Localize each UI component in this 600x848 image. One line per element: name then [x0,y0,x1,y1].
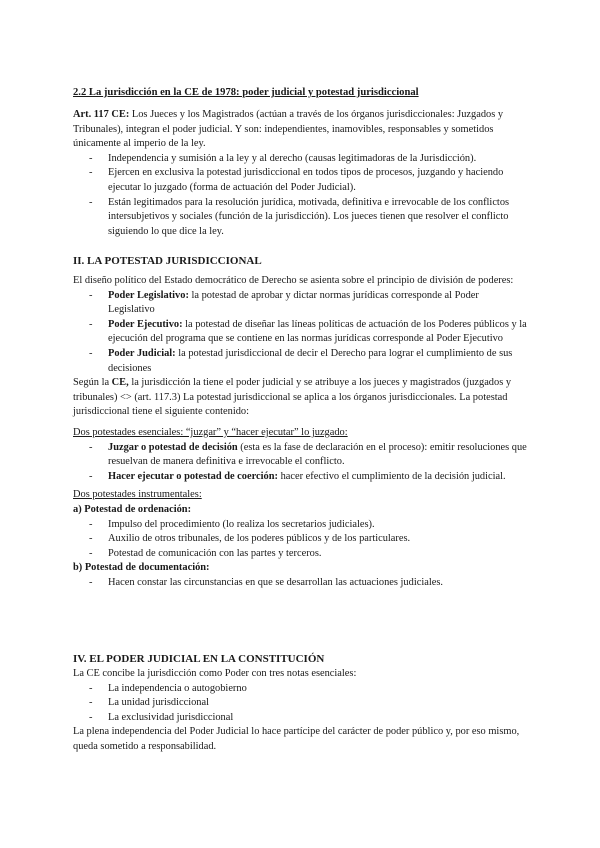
section-2-2 [73,86,528,239]
art-117-paragraph [73,108,528,152]
list-item: - La independencia o autogobierno [89,682,247,694]
list-item: - Juzgar o potestad de decisión (esta es la fase de declaración en el proceso): emitir resoluciones que resuelvan de manera definitiva e irrevocable el conflicto. [89,441,527,468]
list-item: - Hacer ejecutar o potestad de coerción: hacer efectivo el cumplimiento de la decisión judicial. [89,470,506,482]
section-ii [73,254,528,590]
list-item: - La exclusividad jurisdiccional [89,711,234,723]
list-item: - Ejercen en exclusiva la potestad jurisdiccional en todos tipos de procesos, juzgando y haciendo ejecutar lo juzgado (forma de actuación del Poder Judicial). [89,167,504,193]
list-item: - Están legitimados para la resolución jurídica, motivada, definitiva e irrevocable de los conflictos intersubjetivos y sociales (función de la jurisdicción). Los jueces tienen que resolver el conflicto siguiendo lo que dice la ley. [89,196,510,237]
documentacion-list [73,576,528,591]
ordenacion-title: a) Potestad de ordenación: [73,503,192,515]
list-item: - Poder Legislativo: la potestad de aprobar y dictar normas jurídicas corresponde al Poder Legislativo [89,289,479,316]
potestades-esenciales-list [73,441,528,485]
list-item: - Auxilio de otros tribunales, de los poderes públicos y de los particulares. [89,533,411,545]
art-117-list [73,152,528,240]
potestades-esenciales-title: Dos potestades esenciales: “juzgar” y “hacer ejecutar” lo juzgado: [73,426,348,438]
section-iv-outro: La plena independencia del Poder Judicial lo hace partícipe del carácter de poder público y, por eso mismo, queda sometido a responsabilidad. [73,726,520,752]
art-117-text: Los Jueces y los Magistrados (actúan a través de los órganos jurisdiccionales: Juzgados y Tribunales), integran el poder judicial. Y son: independientes, inamovibles, responsables y sometidos únicamente al imperio de la ley. [73,109,504,150]
list-item: - Hacen constar las circunstancias en que se desarrollan las actuaciones judiciales. [89,576,443,588]
list-item: - Poder Judicial: la potestad jurisdiccional de decir el Derecho para lograr el cumplimiento de sus decisiones [89,347,513,374]
notas-esenciales-list [73,682,528,726]
art-117-label: Art. 117 CE: [73,109,130,120]
section-ii-intro: El diseño político del Estado democrático de Derecho se asienta sobre el principio de división de poderes: [73,275,514,286]
section-ii-title: II. LA POTESTAD JURISDICCIONAL [73,255,262,267]
list-item: - Potestad de comunicación con las partes y terceros. [89,547,322,559]
jurisdiccion-paragraph: Según la CE, la jurisdicción la tiene el poder judicial y se atribuye a los jueces y magistrados (juzgados y tribunales) <> (art. 117.3) La potestad jurisdiccional se aplica a los órganos jurisdiccionales. La potestad jurisdiccional tiene el siguiente contenido: [73,377,512,418]
section-iv-intro: La CE concibe la jurisdicción como Poder con tres notas esenciales: [73,668,357,679]
list-item: - Independencia y sumisión a la ley y al derecho (causas legitimadoras de la Jurisdicción). [89,152,477,164]
ordenacion-list [73,518,528,562]
documentacion-title: b) Potestad de documentación: [73,562,210,574]
potestades-instrumentales-title: Dos potestades instrumentales: [73,489,202,501]
list-item: - Poder Ejecutivo: la potestad de diseñar las líneas políticas de actuación de los Poderes públicos y la ejecución del programa que se contiene en las normas jurídicas corresponde al Poder Ejecutivo [89,318,527,345]
section-2-2-title: 2.2 La jurisdicción en la CE de 1978: poder judicial y potestad jurisdiccional [73,87,419,98]
section-iv [73,652,528,755]
list-item: - Impulso del procedimiento (lo realiza los secretarios judiciales). [89,518,375,530]
powers-list [73,289,528,377]
list-item: - La unidad jurisdiccional [89,697,209,709]
section-iv-title: IV. EL PODER JUDICIAL EN LA CONSTITUCIÓN [73,653,325,665]
